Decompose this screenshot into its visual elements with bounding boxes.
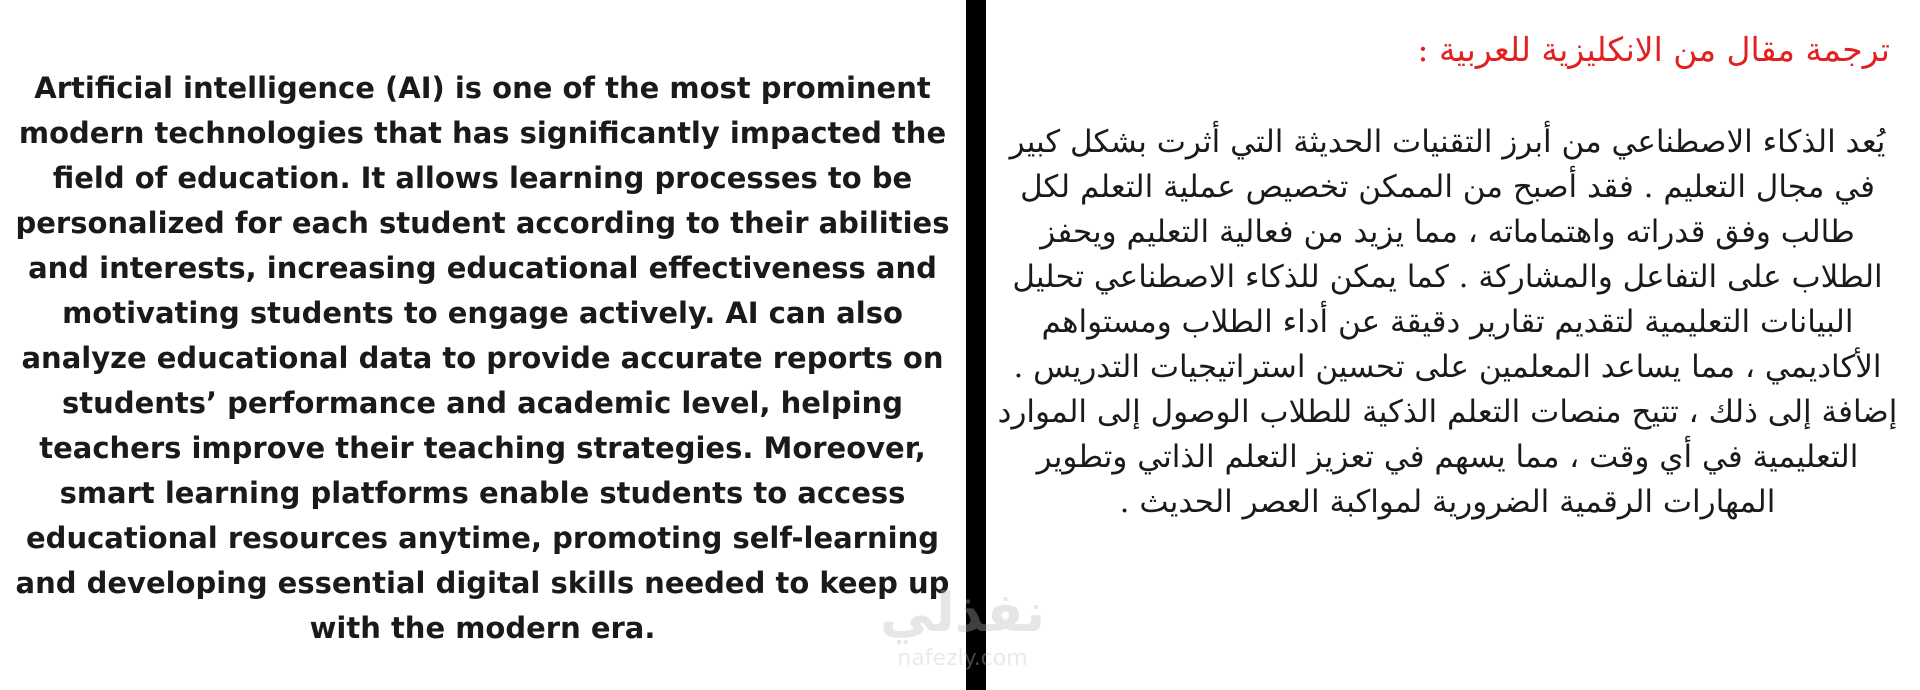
english-paragraph: Artificial intelligence (AI) is one of the most prominent modern technologies that has significantly impacted the field of education. It allows learning processes to be personalized for each student according to their abilities and interests, increasing educational effectiveness and motivating students to engage actively. AI can also analyze educational data to provide accurate reports on students’ performance and academic level, helping teachers improve their teaching strategies. Moreover, smart learning platforms enable students to access educational resources anytime, promoting self-learning and developing essential digital skills needed to keep up with the modern era. <box>15 70 950 645</box>
arabic-title: ترجمة مقال من الانكليزية للعربية : <box>1417 30 1890 69</box>
arabic-panel <box>995 0 1910 690</box>
watermark-logo: نفذلي <box>879 581 1046 644</box>
watermark-url: nafezly.com <box>897 646 1028 671</box>
vertical-divider <box>966 0 986 690</box>
arabic-paragraph: يُعد الذكاء الاصطناعي من أبرز التقنيات الحديثة التي أثرت بشكل كبير في مجال التعليم . فقد أصبح من الممكن تخصيص عملية التعلم لكل طالب وفق قدراته واهتماماته ، مما يزيد من فعالية التعليم ويحفز الطلاب على التفاعل والمشاركة . كما يمكن للذكاء الاصطناعي تحليل البيانات التعليمية لتقديم تقارير دقيقة عن أداء الطلاب ومستواهم الأكاديمي ، مما يساعد المعلمين على تحسين استراتيجيات التدريس . إضافة إلى ذلك ، تتيح منصات التعلم الذكية للطلاب الوصول إلى الموارد التعليمية في أي وقت ، مما يسهم في تعزيز التعلم الذاتي وتطوير المهارات الرقمية الضرورية لمواكبة العصر الحديث . <box>997 124 1898 520</box>
